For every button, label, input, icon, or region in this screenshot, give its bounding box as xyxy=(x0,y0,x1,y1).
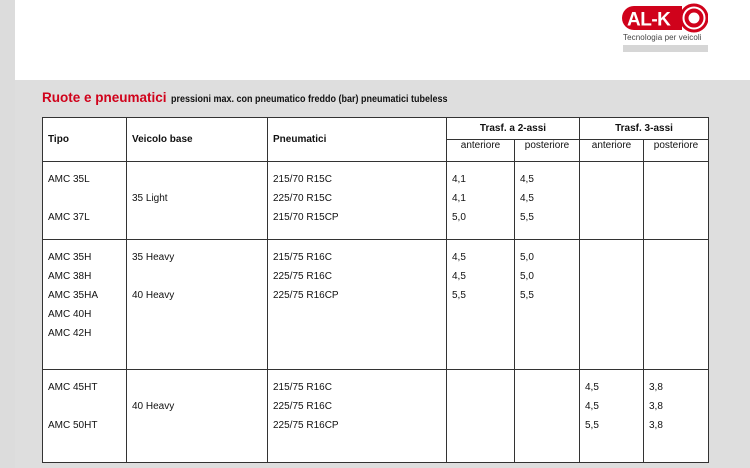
header-tipo: Tipo xyxy=(43,118,127,162)
cell-line: 4,1 xyxy=(452,174,466,185)
cell-line: 35 Heavy xyxy=(132,252,175,263)
header-pneumatici: Pneumatici xyxy=(268,118,447,162)
cell-line xyxy=(132,267,267,286)
cell-line: AMC 45HT xyxy=(48,382,98,393)
cell-line: 3,8 xyxy=(649,401,663,412)
cell-line: 5,5 xyxy=(585,420,599,431)
cell-line: 4,5 xyxy=(585,382,599,393)
cell-line: 225/70 R15C xyxy=(273,193,332,204)
cell-pneumatici xyxy=(268,162,447,240)
cell-anteriore-2 xyxy=(447,162,515,240)
al-ko-logo xyxy=(622,3,708,33)
cell-line: 40 Heavy xyxy=(132,401,175,412)
cell-line: 4,5 xyxy=(520,193,534,204)
cell-anteriore-3 xyxy=(580,240,644,370)
cell-anteriore-2 xyxy=(447,240,515,370)
cell-veicolo xyxy=(127,370,268,463)
cell-line: 5,0 xyxy=(520,271,534,282)
cell-posteriore-2 xyxy=(515,162,580,240)
cell-line: AMC 42H xyxy=(48,328,92,339)
header-posteriore-3: posteriore xyxy=(644,140,709,162)
cell-line: 225/75 R16CP xyxy=(273,420,339,431)
cell-line: 3,8 xyxy=(649,420,663,431)
cell-line: AMC 35HA xyxy=(48,290,99,301)
header-trasf-2-assi: Trasf. a 2-assi xyxy=(447,118,580,140)
cell-line: 215/70 R15C xyxy=(273,174,332,185)
cell-posteriore-2 xyxy=(515,240,580,370)
cell-line: 215/75 R16C xyxy=(273,382,332,393)
cell-line: 5,5 xyxy=(520,290,534,301)
header-trasf-3-assi: Trasf. 3-assi xyxy=(580,118,709,140)
cell-line xyxy=(48,189,126,208)
cell-tipo xyxy=(43,162,127,240)
cell-line: 3,8 xyxy=(649,382,663,393)
cell-line: 35 Light xyxy=(132,193,168,204)
cell-posteriore-3 xyxy=(644,240,709,370)
cell-veicolo xyxy=(127,162,268,240)
header-veicolo: Veicolo base xyxy=(127,118,268,162)
table-row xyxy=(43,162,709,240)
cell-tipo xyxy=(43,240,127,370)
cell-line xyxy=(132,378,267,397)
header-anteriore-3: anteriore xyxy=(580,140,644,162)
brand-tagline: Tecnologia per veicoli xyxy=(623,33,702,42)
title-sub: pressioni max. con pneumatico freddo (bar) pneumatici tubeless xyxy=(170,94,448,105)
cell-posteriore-3 xyxy=(644,370,709,463)
svg-text:AL-K: AL-K xyxy=(627,9,671,31)
cell-line: 215/70 R15CP xyxy=(273,212,339,223)
cell-line: 5,5 xyxy=(452,290,466,301)
cell-anteriore-3 xyxy=(580,370,644,463)
cell-posteriore-2 xyxy=(515,370,580,463)
table-row xyxy=(43,370,709,463)
cell-tipo xyxy=(43,370,127,463)
table-row xyxy=(43,240,709,370)
cell-line: 4,5 xyxy=(452,271,466,282)
cell-pneumatici xyxy=(268,240,447,370)
cell-line: 5,0 xyxy=(520,252,534,263)
cell-line: AMC 40H xyxy=(48,309,92,320)
cell-anteriore-3 xyxy=(580,162,644,240)
cell-line xyxy=(132,170,267,189)
cell-line: AMC 37L xyxy=(48,212,90,223)
cell-pneumatici xyxy=(268,370,447,463)
cell-line: 5,0 xyxy=(452,212,466,223)
cell-line: AMC 35H xyxy=(48,252,92,263)
cell-line: 5,5 xyxy=(520,212,534,223)
cell-line: 215/75 R16C xyxy=(273,252,332,263)
cell-line: 225/75 R16C xyxy=(273,271,332,282)
page-title xyxy=(42,89,478,107)
cell-line: AMC 38H xyxy=(48,271,92,282)
tire-pressure-table xyxy=(42,117,709,463)
cell-line: 4,5 xyxy=(585,401,599,412)
cell-veicolo xyxy=(127,240,268,370)
cell-line: 225/75 R16CP xyxy=(273,290,339,301)
cell-line: 225/75 R16C xyxy=(273,401,332,412)
cell-anteriore-2 xyxy=(447,370,515,463)
cell-line: 40 Heavy xyxy=(132,290,175,301)
cell-line: 4,1 xyxy=(452,193,466,204)
cell-line: AMC 50HT xyxy=(48,420,98,431)
header-anteriore-2: anteriore xyxy=(447,140,515,162)
cell-line: AMC 35L xyxy=(48,174,90,185)
header-posteriore-2: posteriore xyxy=(515,140,580,162)
cell-line: 4,5 xyxy=(452,252,466,263)
cell-line xyxy=(48,397,126,416)
cell-posteriore-3 xyxy=(644,162,709,240)
cell-line: 4,5 xyxy=(520,174,534,185)
title-main: Ruote e pneumatici xyxy=(42,90,167,105)
tagline-divider xyxy=(623,45,708,52)
